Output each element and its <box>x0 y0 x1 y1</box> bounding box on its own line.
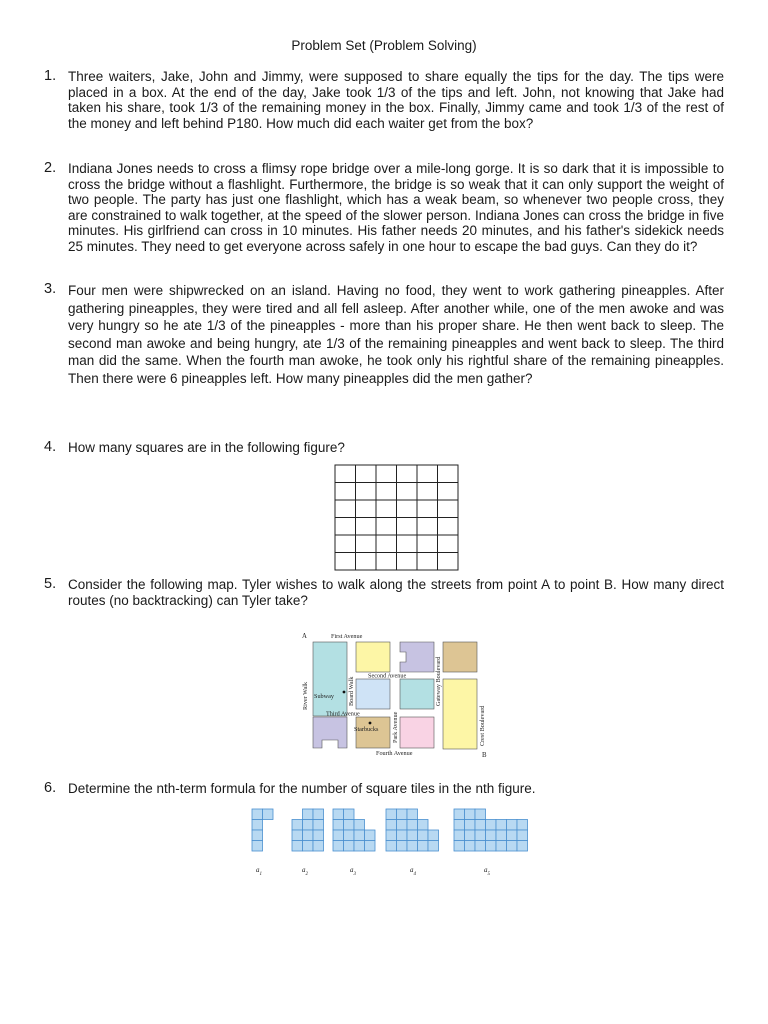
square-tile <box>397 830 408 841</box>
tile-figures-svg <box>246 805 536 877</box>
square-tile <box>465 841 476 852</box>
square-tile <box>397 820 408 831</box>
map-block <box>443 642 477 672</box>
first-avenue-label: First Avenue <box>331 633 363 640</box>
square-tile <box>454 841 465 852</box>
grid-cell <box>438 500 459 518</box>
grid-cell <box>417 483 438 501</box>
square-tile <box>507 830 518 841</box>
grid-cell <box>335 553 356 571</box>
map-block <box>443 679 477 749</box>
grid-cell <box>376 500 397 518</box>
point-a-label: A <box>302 633 307 640</box>
square-tile <box>344 830 355 841</box>
square-tile <box>397 809 408 820</box>
tile-figures <box>246 805 536 877</box>
problem-2 <box>44 161 724 254</box>
problem-number: 3. <box>44 281 57 297</box>
square-tile <box>333 820 344 831</box>
map-block <box>313 717 347 748</box>
square-tile <box>252 830 263 841</box>
street-map-figure <box>298 628 498 762</box>
grid-cell <box>376 483 397 501</box>
figure-caption-3: $a_3$ <box>350 866 356 877</box>
square-tile <box>354 830 365 841</box>
square-tile <box>303 830 314 841</box>
square-tile <box>354 841 365 852</box>
problem-number: 1. <box>44 68 57 84</box>
street-map-svg <box>298 628 498 762</box>
board-walk-label: Board Walk <box>348 676 355 706</box>
square-tile <box>507 841 518 852</box>
squares-grid-figure <box>334 464 460 572</box>
square-tile <box>386 820 397 831</box>
grid-cell <box>438 483 459 501</box>
square-tile <box>407 830 418 841</box>
square-tile <box>292 820 303 831</box>
square-tile <box>486 830 497 841</box>
grid-cell <box>417 535 438 553</box>
grid-cell <box>397 518 418 536</box>
square-tile <box>313 830 324 841</box>
square-tile <box>496 841 507 852</box>
square-tile <box>418 841 429 852</box>
square-tile <box>354 820 365 831</box>
square-tile <box>465 820 476 831</box>
problem-text: Indiana Jones needs to cross a flimsy rope bridge over a mile-long gorge. It is so dark that it is impossible to cross the bridge without a flashlight. Furthermore, the bridge is so weak that it can only support the weight of two people. The party has just one flashlight, which has a weak beam, so whenever two people cross, they are constrained to walk together, at the speed of the slower person. Indiana Jones can cross the bridge in five minutes. His girlfriend can cross in 10 minutes. His father needs 20 minutes, and his father's sidekick needs 25 minutes. They need to get everyone across safely in one hour to escape the bad guys. Can they do it? <box>68 161 724 254</box>
square-tile <box>397 841 408 852</box>
grid-cell <box>376 465 397 483</box>
square-tile <box>517 841 528 852</box>
square-tile <box>313 809 324 820</box>
starbucks-label: Starbucks <box>354 726 379 733</box>
map-block <box>356 642 390 672</box>
grid-cell <box>438 535 459 553</box>
square-tile <box>263 809 274 820</box>
grid-cell <box>335 518 356 536</box>
figure-caption-5: $a_5$ <box>484 866 490 877</box>
map-block <box>313 642 347 716</box>
square-tile <box>496 830 507 841</box>
square-tile <box>465 830 476 841</box>
square-tile <box>517 830 528 841</box>
grid-cell <box>335 465 356 483</box>
square-tile <box>313 820 324 831</box>
problem-text: Consider the following map. Tyler wishes to walk along the streets from point A to point B. How many direct routes (no backtracking) can Tyler take? <box>68 577 724 608</box>
crest-boulevard-label: Crest Boulevard <box>479 705 486 746</box>
grid-cell <box>356 500 377 518</box>
grid-cell <box>356 465 377 483</box>
starbucks-marker <box>369 722 372 725</box>
grid-cell <box>417 500 438 518</box>
square-tile <box>475 830 486 841</box>
map-block <box>400 679 434 709</box>
problem-text: Four men were shipwrecked on an island. Having no food, they went to work gathering pineapples. After gathering pineapples, they were tired and all fell asleep. After another while, one of the men awoke and was very hungry so he ate 1/3 of the pineapples - more than his proper share. He then went back to sleep. The second man awoke and being hungry, ate 1/3 of the remaining pineapples and went back to sleep. The third man did the same. When the fourth man awoke, he took only his rightful share of the remaining pineapples. Then there were 6 pineapples left. How many pineapples did the men gather? <box>68 283 724 386</box>
square-tile <box>475 841 486 852</box>
square-tile <box>252 841 263 852</box>
map-block <box>356 679 390 709</box>
grid-cell <box>397 465 418 483</box>
problem-text: Determine the nth-term formula for the number of square tiles in the nth figure. <box>68 781 536 796</box>
square-tile <box>486 820 497 831</box>
grid-cell <box>376 535 397 553</box>
grid-cell <box>335 483 356 501</box>
problem-text: Three waiters, Jake, John and Jimmy, were supposed to share equally the tips for the day. The tips were placed in a box. At the end of the day, Jake took 1/3 of the tips and left. John, not knowing that Jake had taken his share, took 1/3 of the remaining money in the box. Finally, Jimmy came and took 1/3 of the rest of the money and left behind P180. How much did each waiter get from the box? <box>68 69 724 131</box>
square-tile <box>475 809 486 820</box>
square-tile <box>365 830 376 841</box>
grid-cell <box>356 518 377 536</box>
square-tile <box>418 820 429 831</box>
grid-cell <box>356 553 377 571</box>
grid-cell <box>397 483 418 501</box>
square-tile <box>303 820 314 831</box>
fourth-avenue-label: Fourth Avenue <box>376 750 413 757</box>
grid-cell <box>438 465 459 483</box>
square-tile <box>344 809 355 820</box>
square-tile <box>386 809 397 820</box>
square-tile <box>333 841 344 852</box>
figure-caption-2: $a_2$ <box>302 866 308 877</box>
square-tile <box>344 841 355 852</box>
grid-cell <box>438 518 459 536</box>
square-tile <box>475 820 486 831</box>
problem-number: 6. <box>44 780 57 796</box>
square-tile <box>313 841 324 852</box>
problem-6 <box>44 781 724 797</box>
square-tile <box>303 841 314 852</box>
grid-cell <box>417 518 438 536</box>
figure-caption-4: $a_4$ <box>410 866 416 877</box>
problem-number: 2. <box>44 160 57 176</box>
grid-cell <box>417 465 438 483</box>
problem-4 <box>44 440 724 456</box>
grid-cell <box>335 500 356 518</box>
gateway-boulevard-label: Gateway Boulevard <box>435 656 442 706</box>
point-b-label: B <box>482 752 487 759</box>
subway-marker <box>343 691 346 694</box>
map-block <box>400 717 434 748</box>
park-avenue-label: Park Avenue <box>392 711 399 743</box>
square-tile <box>386 830 397 841</box>
square-tile <box>292 830 303 841</box>
square-tile <box>252 820 263 831</box>
square-tile <box>365 841 376 852</box>
grid-cell <box>376 553 397 571</box>
problem-text: How many squares are in the following figure? <box>68 440 345 455</box>
problem-number: 5. <box>44 576 57 592</box>
grid-cell <box>438 553 459 571</box>
grid-cell <box>356 535 377 553</box>
square-tile <box>486 841 497 852</box>
subway-label: Subway <box>314 693 334 700</box>
square-tile <box>454 830 465 841</box>
problem-number: 4. <box>44 439 57 455</box>
square-tile <box>407 820 418 831</box>
grid-cell <box>417 553 438 571</box>
square-tile <box>333 809 344 820</box>
square-tile <box>428 841 439 852</box>
square-tile <box>517 820 528 831</box>
third-avenue-label: Third Avenue <box>326 710 360 718</box>
square-tile <box>454 809 465 820</box>
square-tile <box>386 841 397 852</box>
river-walk-label: River Walk <box>302 681 309 710</box>
square-tile <box>407 841 418 852</box>
grid-cell <box>397 500 418 518</box>
grid-cell <box>376 518 397 536</box>
square-tile <box>252 809 263 820</box>
square-tile <box>465 809 476 820</box>
square-tile <box>496 820 507 831</box>
square-tile <box>333 830 344 841</box>
problem-5 <box>44 577 724 608</box>
square-tile <box>303 809 314 820</box>
square-tile <box>418 830 429 841</box>
problem-3 <box>44 282 724 387</box>
map-block <box>400 642 434 672</box>
square-tile <box>292 841 303 852</box>
square-tile <box>407 809 418 820</box>
square-tile <box>344 820 355 831</box>
squares-grid-svg <box>334 464 460 572</box>
square-tile <box>454 820 465 831</box>
square-tile <box>428 830 439 841</box>
grid-cell <box>356 483 377 501</box>
square-tile <box>507 820 518 831</box>
page-title: Problem Set (Problem Solving) <box>291 38 477 53</box>
grid-cell <box>397 535 418 553</box>
grid-cell <box>335 535 356 553</box>
second-avenue-label: Second Avenue <box>368 672 407 680</box>
problem-1 <box>44 69 724 131</box>
grid-cell <box>397 553 418 571</box>
figure-caption-1: $a_1$ <box>256 866 262 877</box>
